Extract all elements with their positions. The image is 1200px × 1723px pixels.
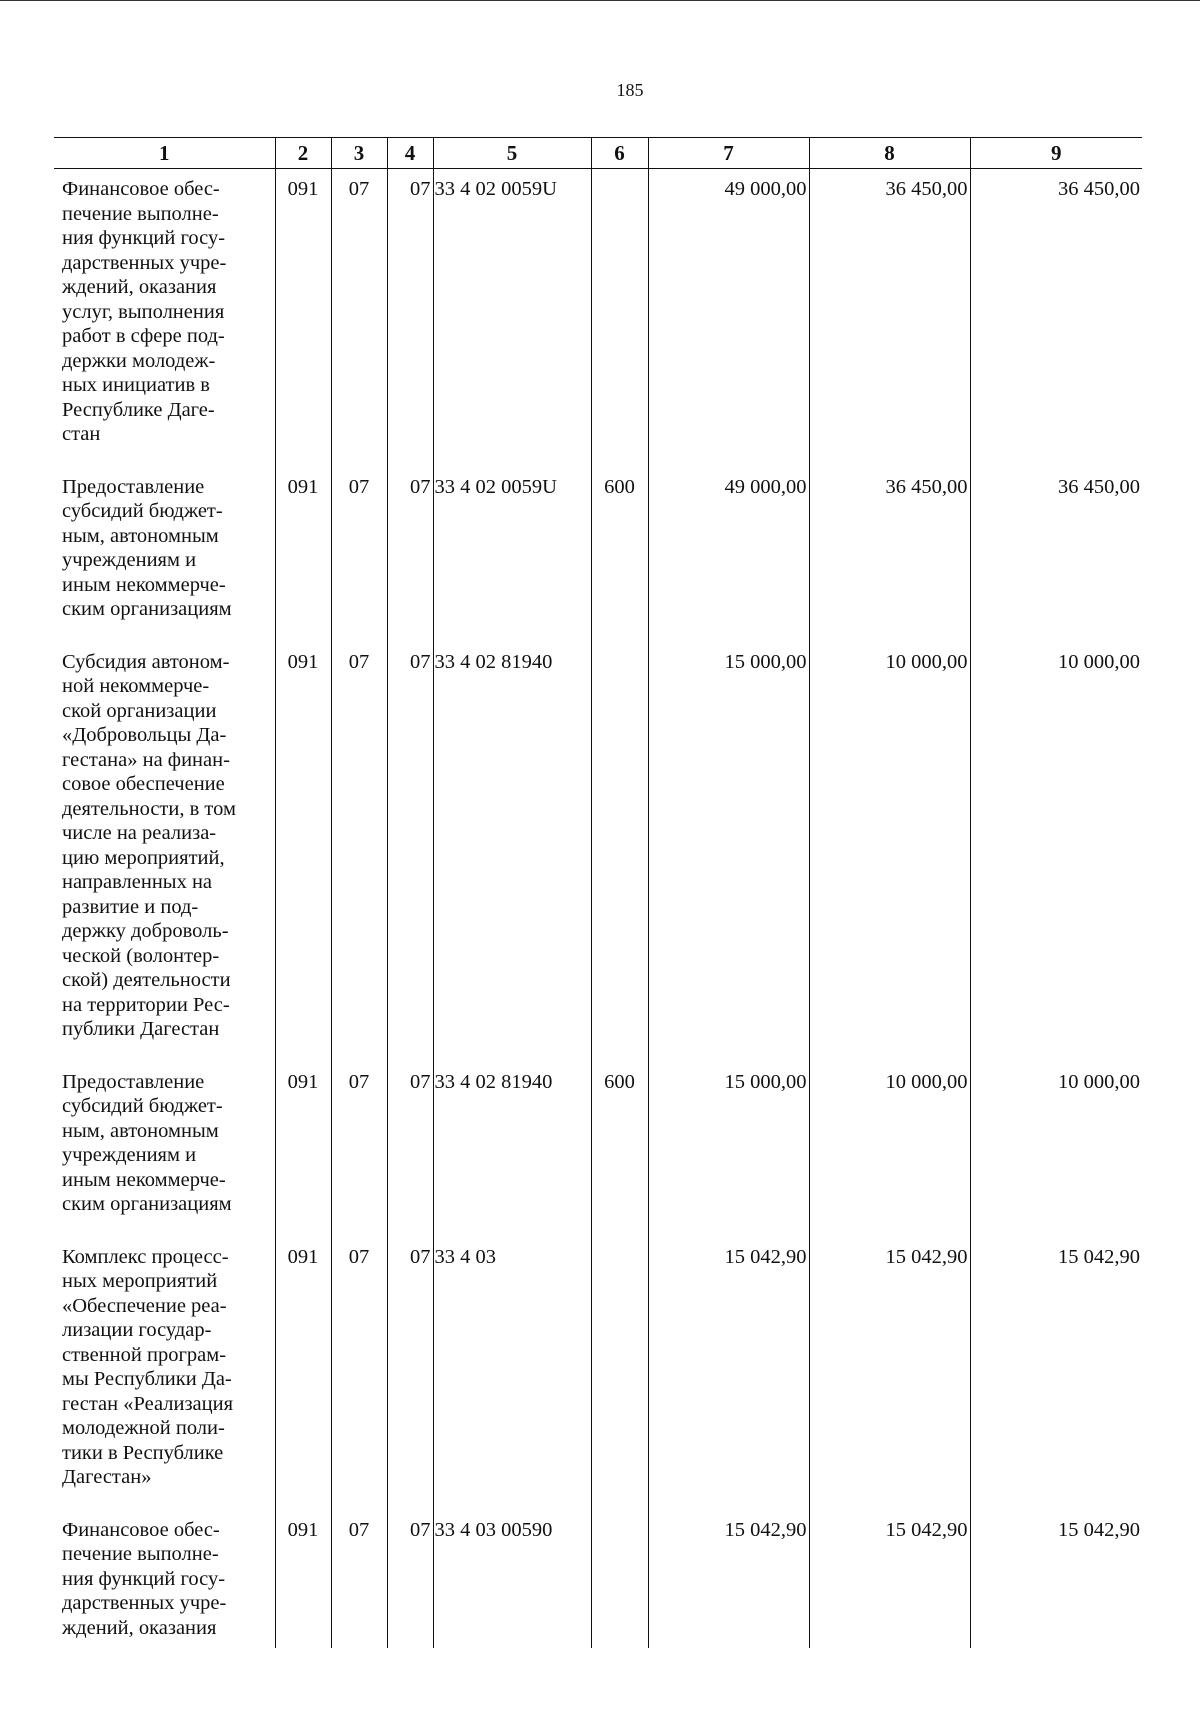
col-header-5: 5: [433, 138, 591, 169]
col-header-6: 6: [591, 138, 648, 169]
row-rz: 07: [331, 169, 387, 467]
row-sum-2: 15 042,90: [809, 1510, 970, 1649]
row-vr: [591, 1510, 648, 1649]
row-csr: 33 4 03: [433, 1237, 591, 1510]
row-sum-3: 15 042,90: [970, 1510, 1142, 1649]
row-grbs: 091: [275, 169, 331, 467]
row-sum-2: 15 042,90: [809, 1237, 970, 1510]
row-grbs: 091: [275, 467, 331, 642]
col-header-1: 1: [54, 138, 275, 169]
top-rule: [0, 0, 1200, 1]
row-grbs: 091: [275, 1062, 331, 1237]
row-sum-3: 10 000,00: [970, 1062, 1142, 1237]
row-rz: 07: [331, 1237, 387, 1510]
row-sum-3: 36 450,00: [970, 169, 1142, 467]
table-row: [54, 1062, 1142, 1237]
row-sum-1: 15 042,90: [648, 1237, 809, 1510]
row-csr: 33 4 02 81940: [433, 1062, 591, 1237]
row-sum-2: 36 450,00: [809, 467, 970, 642]
row-rz: 07: [331, 1062, 387, 1237]
header-row: [54, 138, 1142, 169]
row-pr: 07: [387, 1062, 433, 1237]
row-pr: 07: [387, 467, 433, 642]
table-row: [54, 169, 1142, 467]
row-pr: 07: [387, 1237, 433, 1510]
row-vr: 600: [591, 1062, 648, 1237]
col-header-2: 2: [275, 138, 331, 169]
col-header-9: 9: [970, 138, 1142, 169]
row-vr: 600: [591, 467, 648, 642]
table-row: [54, 467, 1142, 642]
row-csr: 33 4 02 0059U: [433, 169, 591, 467]
row-grbs: 091: [275, 1237, 331, 1510]
page-number: 185: [616, 80, 644, 100]
row-rz: 07: [331, 467, 387, 642]
row-vr: [591, 1237, 648, 1510]
row-name: Комплекс процесс- ных мероприятий «Обеспечение реа- лизации государ- ственной програм- мы Республики Да- гестан «Реализация молодежной поли- тики в Республике Дагестан»: [62, 1245, 234, 1488]
table-row: [54, 1510, 1142, 1649]
row-sum-2: 10 000,00: [809, 1062, 970, 1237]
row-grbs: 091: [275, 642, 331, 1062]
row-name: Предоставление субсидий бюджет- ным, автономным учреждениям и иным некоммерче- ским организациям: [62, 1070, 232, 1215]
row-vr: [591, 169, 648, 467]
row-sum-3: 36 450,00: [970, 467, 1142, 642]
row-sum-1: 15 000,00: [648, 642, 809, 1062]
row-name: Финансовое обес- печение выполне- ния функций госу- дарственных учре- ждений, оказания услуг, выполнения работ в сфере под- держки молодеж- ных инициатив в Республике Даге- стан: [62, 178, 227, 445]
row-name: Финансовое обес- печение выполне- ния функций госу- дарственных учре- ждений, оказания: [62, 1518, 227, 1639]
row-sum-1: 15 000,00: [648, 1062, 809, 1237]
row-sum-1: 49 000,00: [648, 467, 809, 642]
row-csr: 33 4 02 81940: [433, 642, 591, 1062]
row-vr: [591, 642, 648, 1062]
row-sum-1: 15 042,90: [648, 1510, 809, 1649]
row-sum-1: 49 000,00: [648, 169, 809, 467]
row-pr: 07: [387, 1510, 433, 1649]
col-header-3: 3: [331, 138, 387, 169]
table-row: [54, 1237, 1142, 1510]
row-pr: 07: [387, 642, 433, 1062]
row-rz: 07: [331, 642, 387, 1062]
col-header-7: 7: [648, 138, 809, 169]
row-name: Субсидия автоном- ной некоммерче- ской организации «Добровольцы Да- гестана» на финан- совое обеспечение деятельности, в том числе на реализа- цию мероприятий, направленных на развитие и под- держку доброволь- ческой (волонтер- ской) деятельности на территории Рес- публики Дагестан: [62, 650, 236, 1040]
col-header-4: 4: [387, 138, 433, 169]
row-sum-3: 10 000,00: [970, 642, 1142, 1062]
row-sum-2: 10 000,00: [809, 642, 970, 1062]
row-sum-2: 36 450,00: [809, 169, 970, 467]
table-row: [54, 642, 1142, 1062]
row-grbs: 091: [275, 1510, 331, 1649]
row-name: Предоставление субсидий бюджет- ным, автономным учреждениям и иным некоммерче- ским организациям: [62, 475, 232, 620]
row-csr: 33 4 03 00590: [433, 1510, 591, 1649]
row-sum-3: 15 042,90: [970, 1237, 1142, 1510]
budget-table: [54, 137, 1142, 1648]
row-csr: 33 4 02 0059U: [433, 467, 591, 642]
row-rz: 07: [331, 1510, 387, 1649]
col-header-8: 8: [809, 138, 970, 169]
row-pr: 07: [387, 169, 433, 467]
